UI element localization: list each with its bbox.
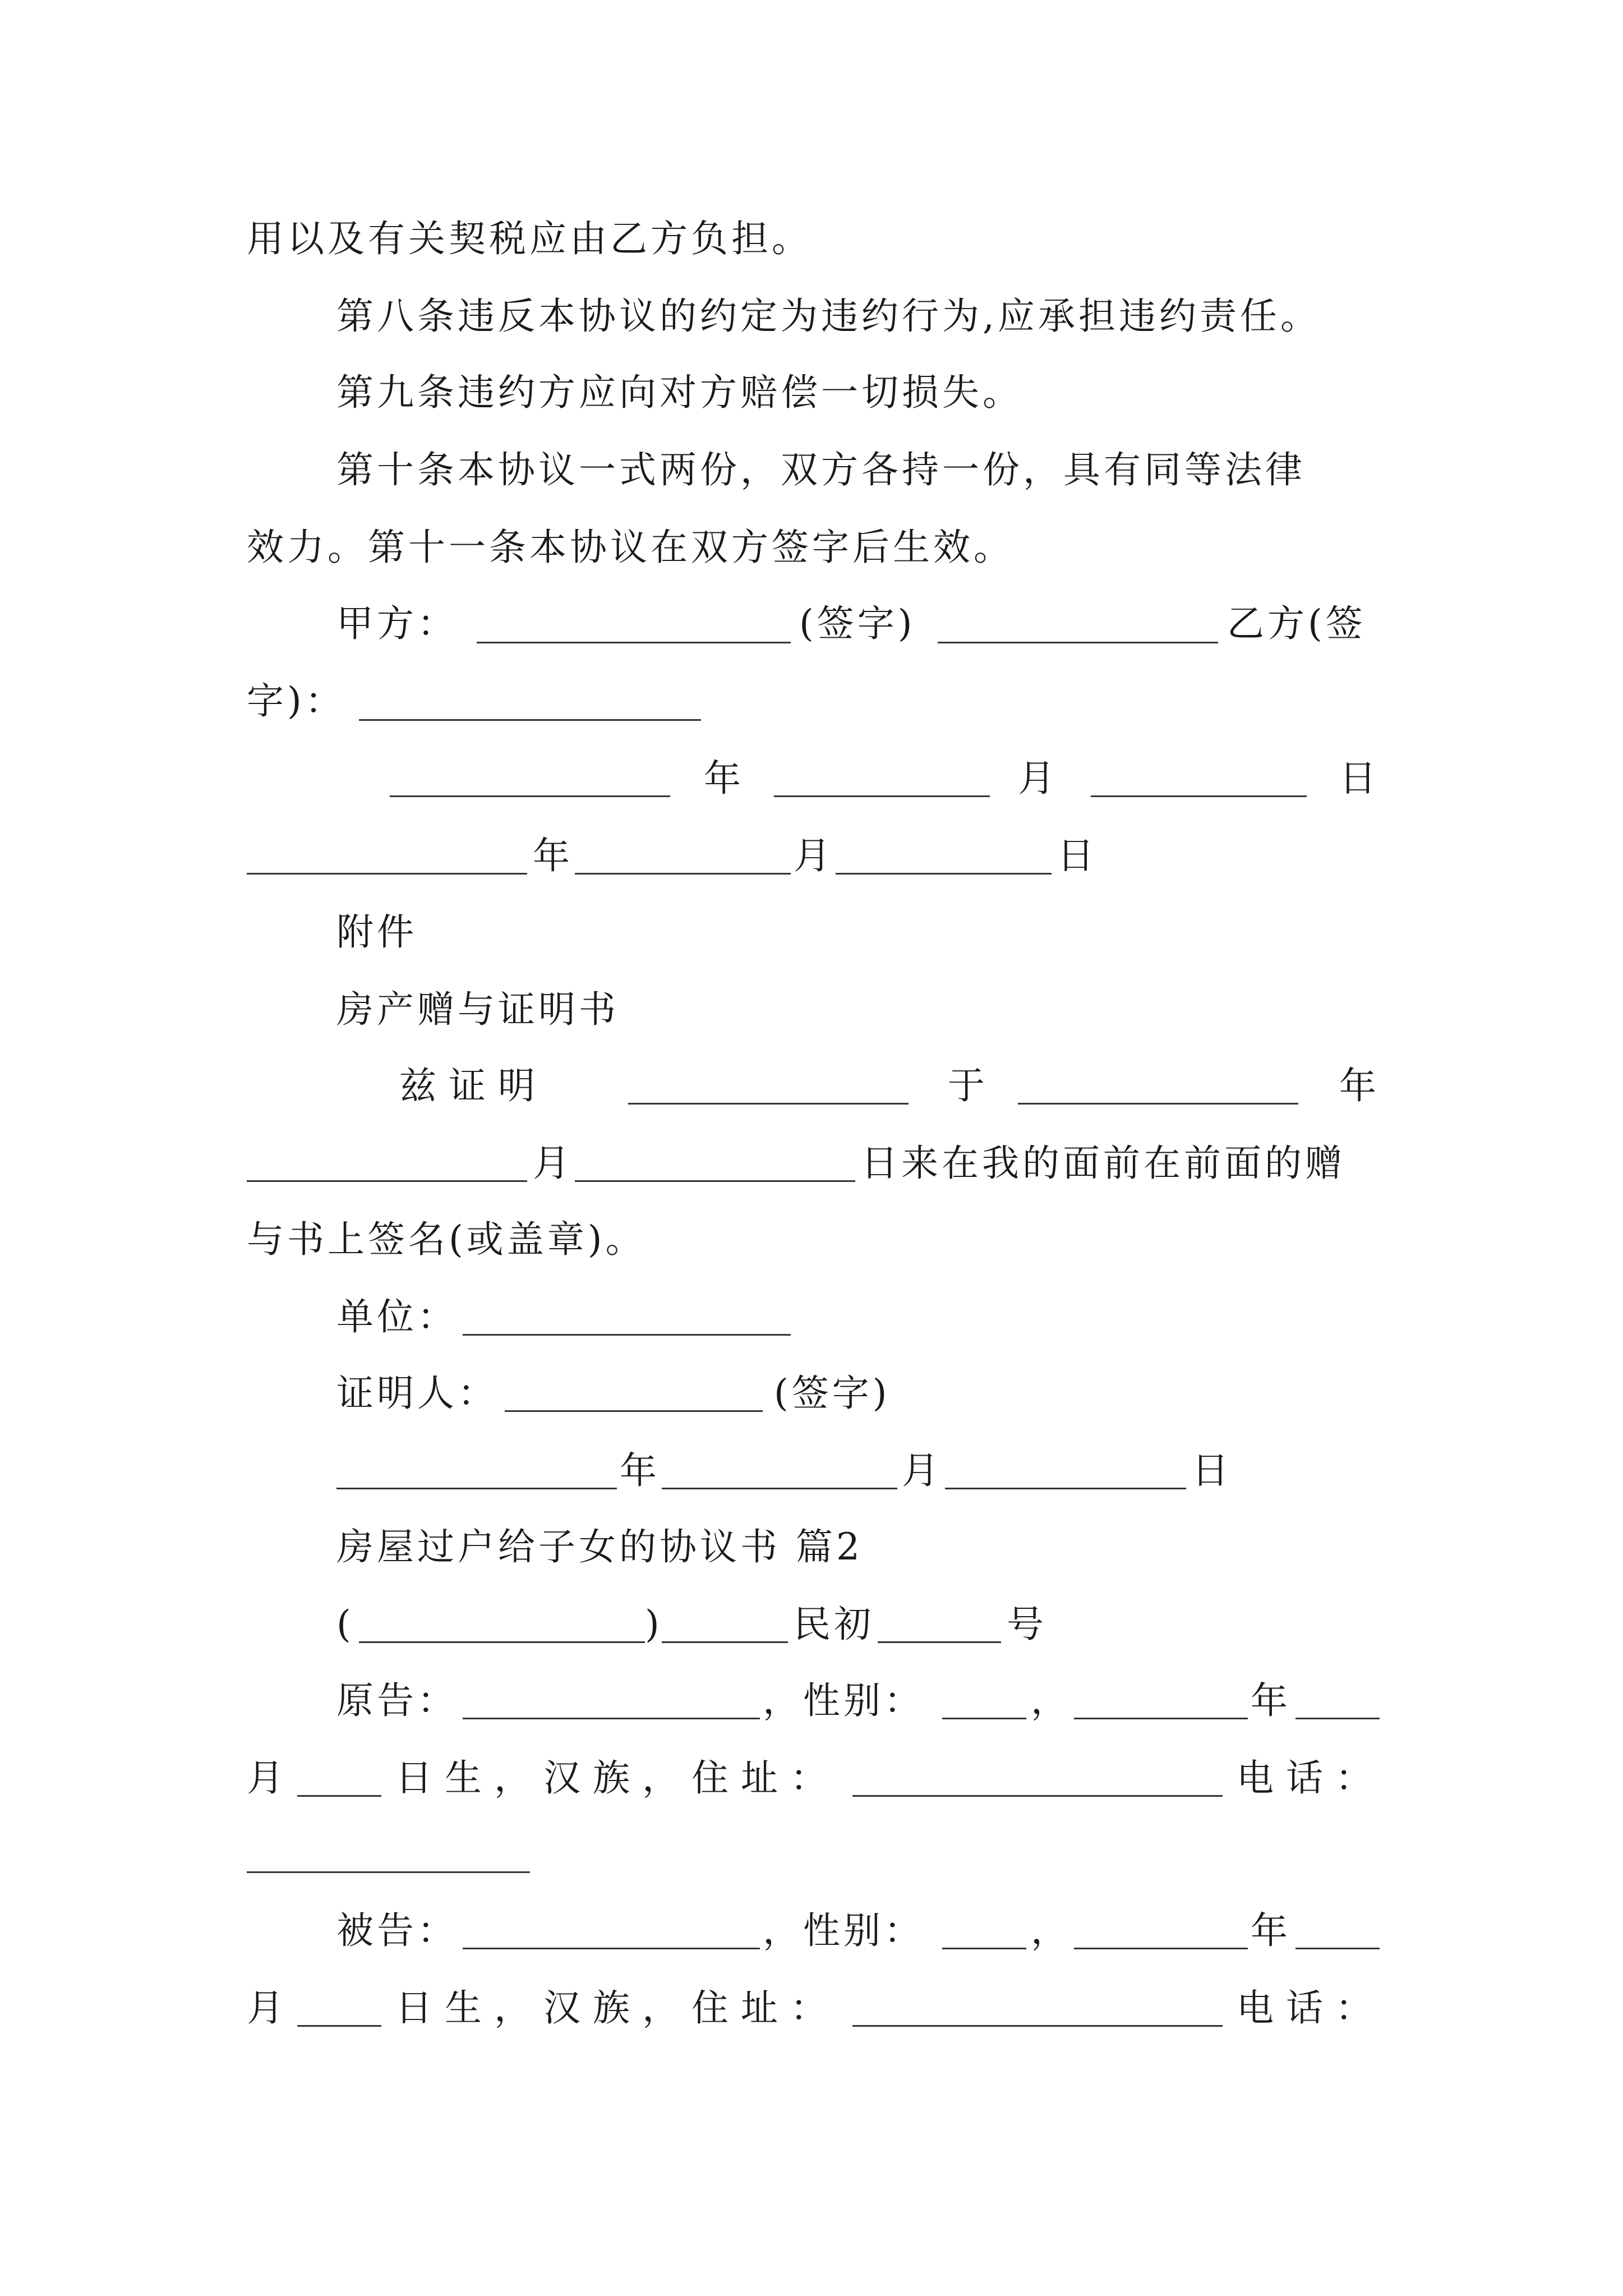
plaintiff-label: 原告： [336, 1679, 458, 1722]
unit-label: 单位： [336, 1295, 458, 1338]
witness-label: 证明人： [336, 1372, 498, 1415]
case-number-blank[interactable] [878, 1641, 1001, 1643]
attest-date-year-blank[interactable] [336, 1488, 617, 1489]
article-9: 第九条违约方应向对方赔偿一切损失。 [336, 371, 1023, 414]
plaintiff-year: 年 [1251, 1679, 1291, 1722]
party-a-sign-note: (签字) [799, 602, 916, 645]
plaintiff-born-address: 日生，汉族，住址： [395, 1756, 840, 1800]
attest-year-blank[interactable] [1018, 1103, 1298, 1105]
attest-tail: 日来在我的面前在前面的赠 [861, 1142, 1345, 1185]
date2-day-blank[interactable] [836, 873, 1052, 875]
defendant-name-blank[interactable] [463, 1948, 760, 1949]
case-end: 号 [1007, 1603, 1047, 1646]
plaintiff-phone-blank[interactable] [247, 1871, 530, 1873]
attest-date-month-blank[interactable] [662, 1488, 897, 1489]
date1-month-blank[interactable] [774, 795, 990, 797]
attest-date-day: 日 [1192, 1449, 1232, 1492]
defendant-gender-label: ，性别： [763, 1909, 924, 1952]
case-mid: 民初 [794, 1603, 874, 1646]
date1-day-blank[interactable] [1091, 795, 1307, 797]
date1-year-blank[interactable] [390, 795, 670, 797]
plaintiff-birth-year-blank[interactable] [1074, 1718, 1248, 1719]
witness-blank[interactable] [505, 1410, 763, 1412]
party-b-sign-blank-2[interactable] [359, 719, 701, 721]
plaintiff-birth-day-blank[interactable] [297, 1795, 381, 1797]
attest-date-day-blank[interactable] [945, 1488, 1186, 1489]
attest-date-year: 年 [620, 1449, 660, 1492]
plaintiff-phone-label: 电话： [1237, 1756, 1385, 1800]
plaintiff-comma: ， [1031, 1679, 1071, 1722]
party-b-label-cont: 字)： [247, 679, 345, 723]
attest-day-blank[interactable] [575, 1180, 855, 1182]
date2-month-blank[interactable] [575, 873, 791, 875]
plaintiff-gender-blank[interactable] [942, 1718, 1026, 1719]
article-10-11-cont: 效力。第十一条本协议在双方签字后生效。 [247, 526, 1014, 569]
defendant-gender-blank[interactable] [942, 1948, 1026, 1949]
defendant-birth-month-blank[interactable] [1295, 1948, 1380, 1949]
date1-day: 日 [1339, 757, 1380, 800]
party-b-label: 乙方(签 [1227, 602, 1366, 645]
plaintiff-month: 月 [247, 1756, 287, 1800]
plaintiff-name-blank[interactable] [463, 1718, 760, 1719]
defendant-year: 年 [1251, 1909, 1291, 1952]
defendant-birth-year-blank[interactable] [1074, 1948, 1248, 1949]
plaintiff-address-blank[interactable] [852, 1795, 1223, 1797]
party-a-sign-blank[interactable] [477, 642, 791, 643]
article-10: 第十条本协议一式两份，双方各持一份，具有同等法律 [336, 448, 1306, 491]
attest-yu: 于 [948, 1064, 988, 1107]
attest-month-blank[interactable] [247, 1180, 527, 1182]
date2-year: 年 [533, 834, 573, 877]
date1-year: 年 [704, 757, 744, 800]
attest-month: 月 [533, 1142, 573, 1185]
article-8: 第八条违反本协议的约定为违约行为,应承担违约责任。 [336, 295, 1321, 338]
party-a-label: 甲方： [336, 602, 458, 645]
paragraph-continuation: 用以及有关契税应由乙方负担。 [247, 217, 812, 260]
party-b-sign-blank[interactable] [938, 642, 1218, 643]
case-court-blank[interactable] [662, 1641, 788, 1643]
attest-date-month: 月 [902, 1449, 942, 1492]
defendant-address-blank[interactable] [852, 2025, 1223, 2027]
date2-day: 日 [1057, 834, 1098, 877]
attachment-title: 房产赠与证明书 [336, 988, 619, 1031]
attest-prefix: 兹证明 [399, 1064, 547, 1107]
case-year-blank[interactable] [359, 1641, 645, 1643]
date2-year-blank[interactable] [247, 873, 527, 875]
attachment-label: 附件 [336, 910, 417, 954]
defendant-born-address: 日生，汉族，住址： [395, 1986, 840, 2030]
witness-sign-note: (签字) [774, 1372, 891, 1415]
section-heading: 房屋过户给子女的协议书 篇2 [336, 1525, 863, 1568]
date2-month: 月 [794, 834, 834, 877]
defendant-month: 月 [247, 1986, 287, 2030]
plaintiff-birth-month-blank[interactable] [1295, 1718, 1380, 1719]
defendant-label: 被告： [336, 1909, 458, 1952]
defendant-phone-label: 电话： [1237, 1986, 1385, 2030]
attest-name-blank[interactable] [628, 1103, 909, 1105]
attest-end: 与书上签名(或盖章)。 [247, 1218, 646, 1261]
unit-blank[interactable] [463, 1334, 791, 1336]
attest-year: 年 [1339, 1064, 1380, 1107]
date1-month: 月 [1018, 757, 1058, 800]
plaintiff-gender-label: ，性别： [763, 1679, 924, 1722]
case-open-paren: ( [336, 1603, 354, 1646]
defendant-birth-day-blank[interactable] [297, 2025, 381, 2027]
case-close-paren: ) [645, 1603, 663, 1646]
defendant-comma: ， [1031, 1909, 1071, 1952]
